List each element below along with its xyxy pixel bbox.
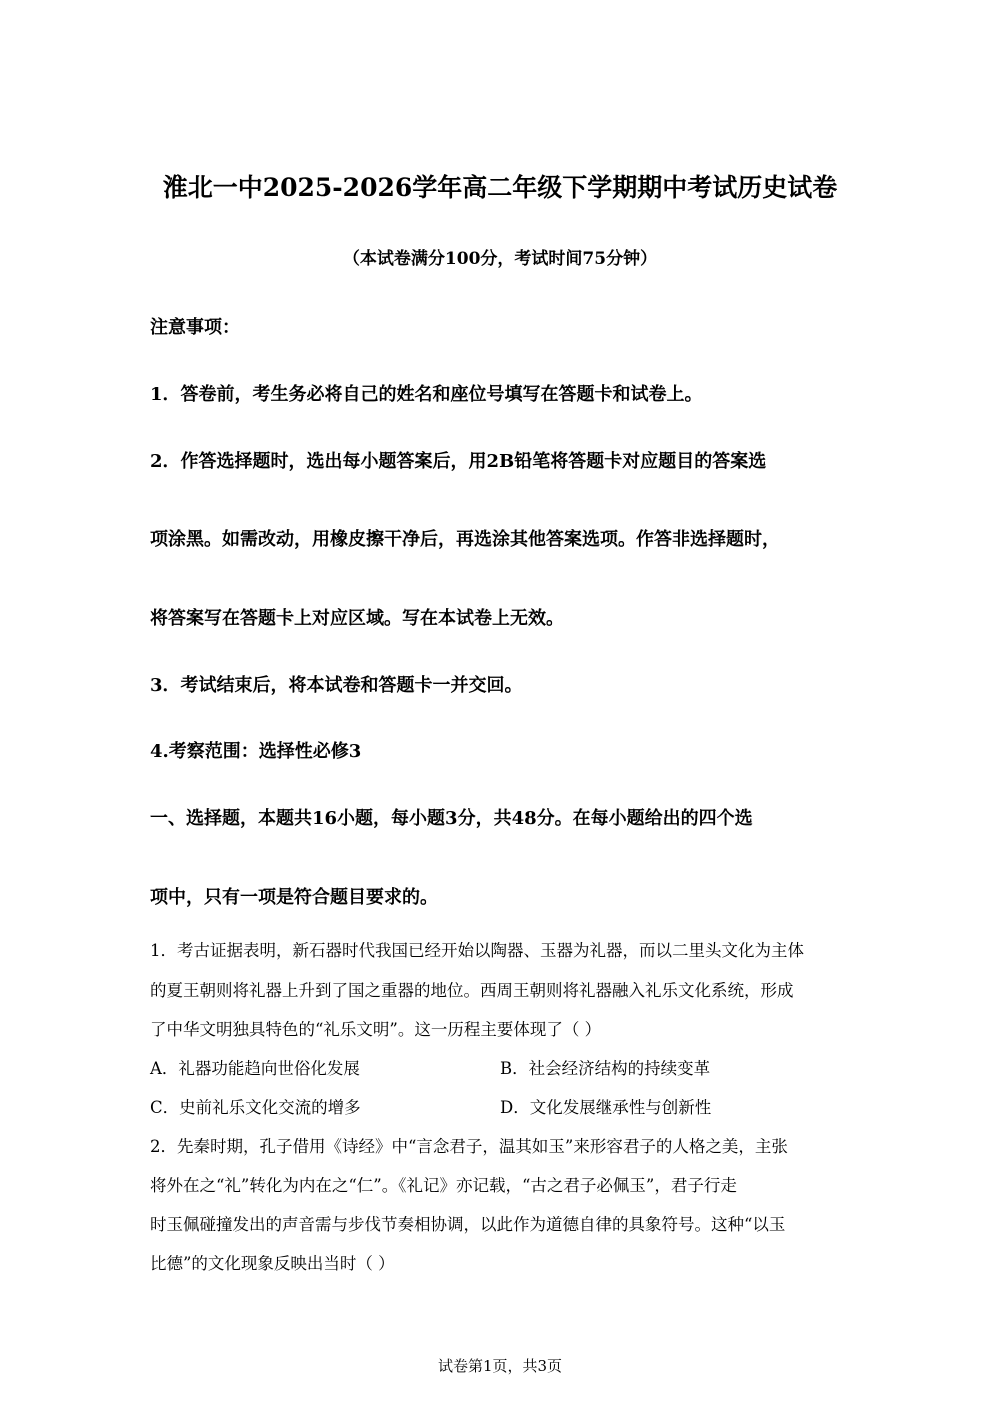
question-2-text: 时玉佩碰撞发出的声音需与步伐节奏相协调，以此作为道德自律的具象符号。这种“以玉 [150, 1215, 786, 1234]
question-1-option-b: B．社会经济结构的持续变革 [500, 1059, 711, 1078]
question-1-option-a: A．礼器功能趋向世俗化发展 [150, 1059, 360, 1078]
question-1-option-c: C．史前礼乐文化交流的增多 [150, 1098, 361, 1117]
section-heading-cont: 项中，只有一项是符合题目要求的。 [150, 887, 438, 908]
notice-item-2: 2．作答选择题时，选出每小题答案后，用2B铅笔将答题卡对应题目的答案选 [150, 451, 767, 472]
notice-item-3: 3．考试结束后，将本试卷和答题卡一并交回。 [150, 675, 523, 696]
question-2-text: 2．先秦时期，孔子借用《诗经》中“言念君子，温其如玉”来形容君子的人格之美，主张 [150, 1137, 788, 1156]
question-1-text: 的夏王朝则将礼器上升到了国之重器的地位。西周王朝则将礼器融入礼乐文化系统，形成 [150, 981, 794, 1000]
exam-subtitle: （本试卷满分100分，考试时间75分钟） [342, 249, 658, 269]
question-2-text: 将外在之“礼”转化为内在之“仁”。《礼记》亦记载，“古之君子必佩玉”，君子行走 [150, 1176, 737, 1195]
question-1-option-d: D．文化发展继承性与创新性 [500, 1098, 712, 1117]
section-heading: 一、选择题，本题共16小题，每小题3分，共48分。在每小题给出的四个选 [150, 808, 753, 829]
notice-heading: 注意事项： [150, 317, 240, 338]
question-1-text: 1．考古证据表明，新石器时代我国已经开始以陶器、玉器为礼器，而以二里头文化为主体 [150, 941, 804, 960]
question-1-text: 了中华文明独具特色的“礼乐文明”。这一历程主要体现了（ ） [150, 1020, 602, 1039]
notice-item-4: 4.考察范围：选择性必修3 [150, 741, 362, 762]
exam-title: 淮北一中2025-2026学年高二年级下学期期中考试历史试卷 [162, 173, 838, 202]
page-footer: 试卷第1页，共3页 [437, 1357, 563, 1375]
notice-item-2-cont: 项涂黑。如需改动，用橡皮擦干净后，再选涂其他答案选项。作答非选择题时， [150, 529, 780, 550]
notice-item-1: 1．答卷前，考生务必将自己的姓名和座位号填写在答题卡和试卷上。 [150, 384, 703, 405]
notice-item-2-cont: 将答案写在答题卡上对应区域。写在本试卷上无效。 [150, 608, 564, 629]
question-2-text: 比德”的文化现象反映出当时（ ） [150, 1254, 395, 1273]
